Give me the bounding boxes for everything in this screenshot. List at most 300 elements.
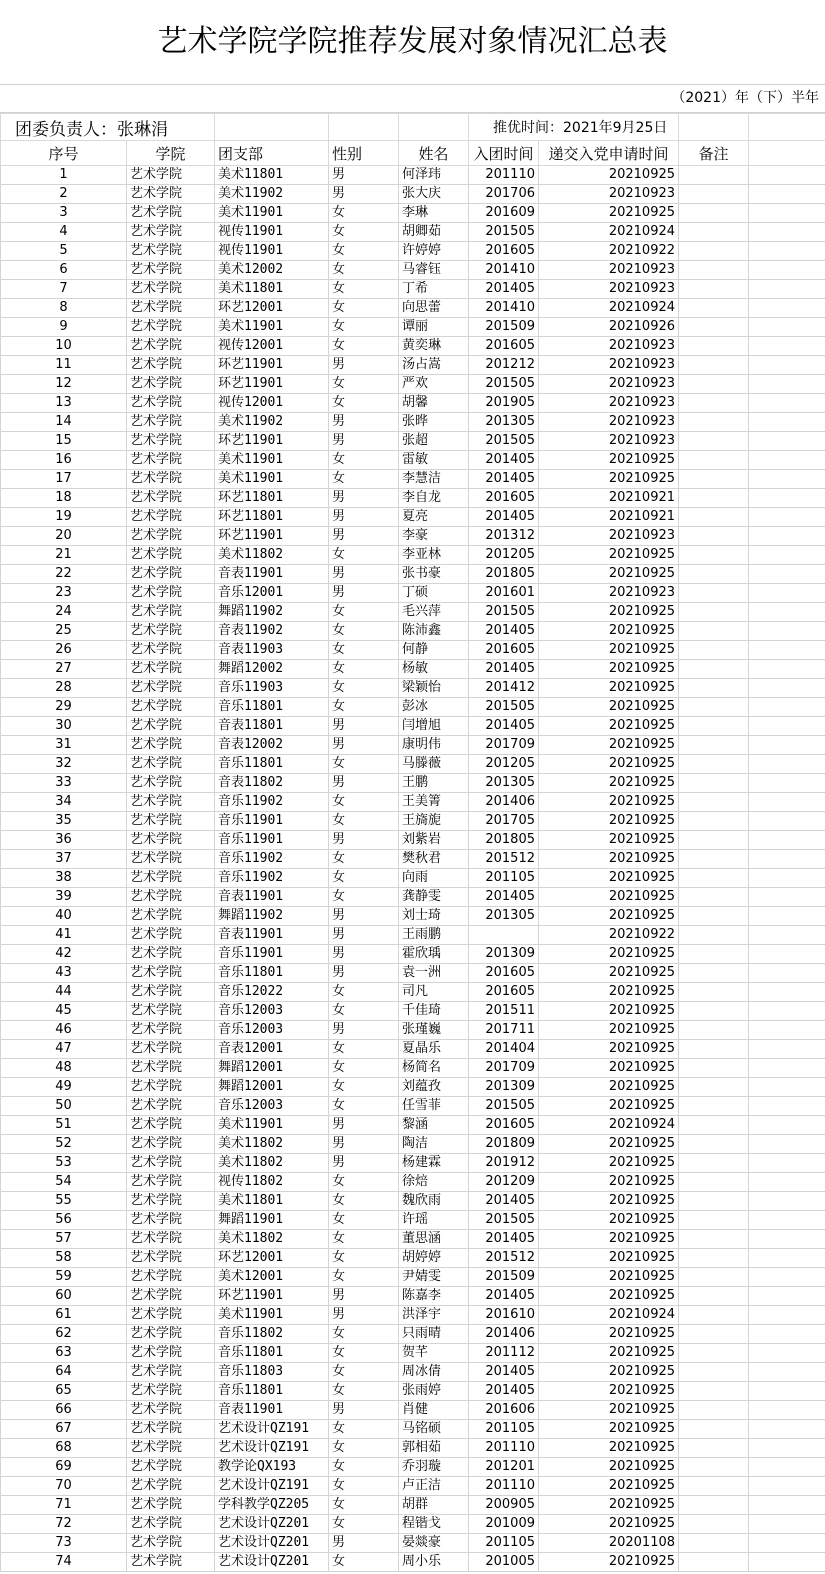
empty-cell[interactable] bbox=[749, 1078, 825, 1097]
cell-gender[interactable]: 女 bbox=[329, 280, 399, 299]
cell-apply-date[interactable]: 20210925 bbox=[539, 717, 679, 736]
cell-college[interactable]: 艺术学院 bbox=[127, 907, 215, 926]
cell-college[interactable]: 艺术学院 bbox=[127, 603, 215, 622]
cell-remark[interactable] bbox=[679, 1059, 749, 1078]
cell-college[interactable]: 艺术学院 bbox=[127, 223, 215, 242]
cell-college[interactable]: 艺术学院 bbox=[127, 983, 215, 1002]
cell-branch[interactable]: 美术11802 bbox=[215, 546, 329, 565]
cell-apply-date[interactable]: 20210925 bbox=[539, 1154, 679, 1173]
cell-join-date[interactable]: 201105 bbox=[469, 869, 539, 888]
cell-join-date[interactable]: 200905 bbox=[469, 1496, 539, 1515]
cell-college[interactable]: 艺术学院 bbox=[127, 622, 215, 641]
cell-name[interactable]: 张书豪 bbox=[399, 565, 469, 584]
empty-cell[interactable] bbox=[749, 299, 825, 318]
cell-branch[interactable]: 舞蹈11902 bbox=[215, 603, 329, 622]
cell-remark[interactable] bbox=[679, 1496, 749, 1515]
cell-gender[interactable]: 女 bbox=[329, 1078, 399, 1097]
cell-remark[interactable] bbox=[679, 1040, 749, 1059]
cell-branch[interactable]: 美术12001 bbox=[215, 1268, 329, 1287]
cell-apply-date[interactable]: 20210925 bbox=[539, 679, 679, 698]
cell-apply-date[interactable]: 20210925 bbox=[539, 565, 679, 584]
cell-apply-date[interactable]: 20210925 bbox=[539, 1458, 679, 1477]
cell-branch[interactable]: 美术11901 bbox=[215, 1116, 329, 1135]
cell-name[interactable]: 梁颖怡 bbox=[399, 679, 469, 698]
cell-gender[interactable]: 女 bbox=[329, 1211, 399, 1230]
cell-join-date[interactable]: 201505 bbox=[469, 223, 539, 242]
empty-cell[interactable] bbox=[749, 869, 825, 888]
cell-join-date[interactable]: 201805 bbox=[469, 565, 539, 584]
cell-college[interactable]: 艺术学院 bbox=[127, 1477, 215, 1496]
cell-college[interactable]: 艺术学院 bbox=[127, 926, 215, 945]
cell-index[interactable]: 59 bbox=[1, 1268, 127, 1287]
header-remark[interactable]: 备注 bbox=[679, 141, 749, 166]
cell-index[interactable]: 13 bbox=[1, 394, 127, 413]
cell-index[interactable]: 2 bbox=[1, 185, 127, 204]
cell-college[interactable]: 艺术学院 bbox=[127, 1268, 215, 1287]
empty-cell[interactable] bbox=[749, 622, 825, 641]
cell-remark[interactable] bbox=[679, 1477, 749, 1496]
cell-join-date[interactable]: 201405 bbox=[469, 470, 539, 489]
cell-apply-date[interactable]: 20210923 bbox=[539, 413, 679, 432]
cell-name[interactable]: 谭丽 bbox=[399, 318, 469, 337]
cell-remark[interactable] bbox=[679, 546, 749, 565]
cell-apply-date[interactable]: 20210925 bbox=[539, 166, 679, 185]
cell-gender[interactable]: 女 bbox=[329, 1458, 399, 1477]
cell-apply-date[interactable]: 20210925 bbox=[539, 470, 679, 489]
cell-gender[interactable]: 男 bbox=[329, 527, 399, 546]
cell-apply-date[interactable]: 20210925 bbox=[539, 774, 679, 793]
cell-join-date[interactable]: 201212 bbox=[469, 356, 539, 375]
cell-branch[interactable]: 美术11802 bbox=[215, 1135, 329, 1154]
cell-college[interactable]: 艺术学院 bbox=[127, 375, 215, 394]
cell-join-date[interactable]: 201309 bbox=[469, 1078, 539, 1097]
cell-college[interactable]: 艺术学院 bbox=[127, 1458, 215, 1477]
cell-apply-date[interactable]: 20210923 bbox=[539, 394, 679, 413]
cell-apply-date[interactable]: 20210925 bbox=[539, 1515, 679, 1534]
cell-gender[interactable]: 男 bbox=[329, 736, 399, 755]
cell-index[interactable]: 48 bbox=[1, 1059, 127, 1078]
cell-join-date[interactable]: 201509 bbox=[469, 318, 539, 337]
header-branch[interactable]: 团支部 bbox=[215, 141, 329, 166]
cell-apply-date[interactable]: 20210925 bbox=[539, 641, 679, 660]
cell-join-date[interactable]: 201410 bbox=[469, 299, 539, 318]
cell-apply-date[interactable]: 20210925 bbox=[539, 755, 679, 774]
cell-name[interactable]: 乔羽璇 bbox=[399, 1458, 469, 1477]
cell-remark[interactable] bbox=[679, 660, 749, 679]
cell-gender[interactable]: 男 bbox=[329, 1135, 399, 1154]
header-name[interactable]: 姓名 bbox=[399, 141, 469, 166]
cell-gender[interactable]: 男 bbox=[329, 432, 399, 451]
cell-remark[interactable] bbox=[679, 1287, 749, 1306]
cell-gender[interactable]: 女 bbox=[329, 1477, 399, 1496]
cell-college[interactable]: 艺术学院 bbox=[127, 850, 215, 869]
empty-cell[interactable] bbox=[749, 774, 825, 793]
cell-remark[interactable] bbox=[679, 299, 749, 318]
cell-remark[interactable] bbox=[679, 907, 749, 926]
cell-join-date[interactable]: 201110 bbox=[469, 1477, 539, 1496]
cell-name[interactable]: 袁一洲 bbox=[399, 964, 469, 983]
cell-branch[interactable]: 环艺11901 bbox=[215, 356, 329, 375]
empty-cell[interactable] bbox=[749, 1553, 825, 1572]
cell-branch[interactable]: 视传11802 bbox=[215, 1173, 329, 1192]
cell-remark[interactable] bbox=[679, 432, 749, 451]
cell-name[interactable]: 尹婧雯 bbox=[399, 1268, 469, 1287]
cell-college[interactable]: 艺术学院 bbox=[127, 812, 215, 831]
cell-apply-date[interactable]: 20210925 bbox=[539, 907, 679, 926]
cell-college[interactable]: 艺术学院 bbox=[127, 679, 215, 698]
empty-cell[interactable] bbox=[749, 1515, 825, 1534]
cell-gender[interactable]: 女 bbox=[329, 660, 399, 679]
cell-branch[interactable]: 音表12002 bbox=[215, 736, 329, 755]
cell-join-date[interactable]: 201405 bbox=[469, 508, 539, 527]
cell-gender[interactable]: 男 bbox=[329, 1534, 399, 1553]
cell-name[interactable]: 周冰倩 bbox=[399, 1363, 469, 1382]
cell-index[interactable]: 9 bbox=[1, 318, 127, 337]
cell-index[interactable]: 70 bbox=[1, 1477, 127, 1496]
cell-remark[interactable] bbox=[679, 641, 749, 660]
cell-branch[interactable]: 舞蹈12001 bbox=[215, 1059, 329, 1078]
cell-gender[interactable]: 女 bbox=[329, 1097, 399, 1116]
cell-remark[interactable] bbox=[679, 774, 749, 793]
cell-branch[interactable]: 艺术设计QZ201 bbox=[215, 1553, 329, 1572]
cell-index[interactable]: 28 bbox=[1, 679, 127, 698]
cell-branch[interactable]: 视传11901 bbox=[215, 242, 329, 261]
cell-name[interactable]: 李琳 bbox=[399, 204, 469, 223]
cell-branch[interactable]: 环艺12001 bbox=[215, 299, 329, 318]
cell-name[interactable]: 胡卿茹 bbox=[399, 223, 469, 242]
cell-gender[interactable]: 女 bbox=[329, 1382, 399, 1401]
cell-index[interactable]: 23 bbox=[1, 584, 127, 603]
cell-gender[interactable]: 女 bbox=[329, 1040, 399, 1059]
empty-cell[interactable] bbox=[749, 261, 825, 280]
cell-name[interactable]: 张雨婷 bbox=[399, 1382, 469, 1401]
cell-apply-date[interactable]: 20210925 bbox=[539, 888, 679, 907]
cell-remark[interactable] bbox=[679, 1268, 749, 1287]
cell-college[interactable]: 艺术学院 bbox=[127, 755, 215, 774]
cell-branch[interactable]: 视传11901 bbox=[215, 223, 329, 242]
cell-branch[interactable]: 舞蹈12001 bbox=[215, 1078, 329, 1097]
empty-cell[interactable] bbox=[749, 1458, 825, 1477]
empty-cell[interactable] bbox=[749, 983, 825, 1002]
cell-remark[interactable] bbox=[679, 242, 749, 261]
cell-apply-date[interactable]: 20210923 bbox=[539, 584, 679, 603]
cell-index[interactable]: 44 bbox=[1, 983, 127, 1002]
cell-name[interactable]: 马睿钰 bbox=[399, 261, 469, 280]
cell-index[interactable]: 31 bbox=[1, 736, 127, 755]
cell-gender[interactable]: 男 bbox=[329, 945, 399, 964]
cell-remark[interactable] bbox=[679, 489, 749, 508]
cell-join-date[interactable]: 201309 bbox=[469, 945, 539, 964]
cell-college[interactable]: 艺术学院 bbox=[127, 413, 215, 432]
cell-remark[interactable] bbox=[679, 565, 749, 584]
empty-cell[interactable] bbox=[749, 1382, 825, 1401]
cell-branch[interactable]: 艺术设计QZ201 bbox=[215, 1515, 329, 1534]
cell-branch[interactable]: 美术11902 bbox=[215, 413, 329, 432]
empty-cell[interactable] bbox=[749, 736, 825, 755]
cell-college[interactable]: 艺术学院 bbox=[127, 337, 215, 356]
cell-college[interactable]: 艺术学院 bbox=[127, 1249, 215, 1268]
cell-branch[interactable]: 美术11801 bbox=[215, 280, 329, 299]
cell-gender[interactable]: 男 bbox=[329, 508, 399, 527]
cell-name[interactable]: 卢正洁 bbox=[399, 1477, 469, 1496]
cell-branch[interactable]: 美术11901 bbox=[215, 318, 329, 337]
empty-cell[interactable] bbox=[749, 337, 825, 356]
cell-index[interactable]: 20 bbox=[1, 527, 127, 546]
cell-apply-date[interactable]: 20210923 bbox=[539, 185, 679, 204]
empty-cell[interactable] bbox=[749, 508, 825, 527]
cell-branch[interactable]: 美术11901 bbox=[215, 470, 329, 489]
cell-remark[interactable] bbox=[679, 584, 749, 603]
cell-index[interactable]: 52 bbox=[1, 1135, 127, 1154]
cell-college[interactable]: 艺术学院 bbox=[127, 1439, 215, 1458]
cell-gender[interactable]: 女 bbox=[329, 1192, 399, 1211]
cell-branch[interactable]: 音乐11901 bbox=[215, 945, 329, 964]
cell-name[interactable]: 程锴戈 bbox=[399, 1515, 469, 1534]
empty-cell[interactable] bbox=[749, 394, 825, 413]
cell-college[interactable]: 艺术学院 bbox=[127, 1059, 215, 1078]
cell-name[interactable]: 杨简名 bbox=[399, 1059, 469, 1078]
cell-college[interactable]: 艺术学院 bbox=[127, 1154, 215, 1173]
cell-apply-date[interactable]: 20210925 bbox=[539, 546, 679, 565]
cell-remark[interactable] bbox=[679, 964, 749, 983]
cell-remark[interactable] bbox=[679, 926, 749, 945]
cell-join-date[interactable]: 201405 bbox=[469, 660, 539, 679]
cell-gender[interactable]: 男 bbox=[329, 1401, 399, 1420]
cell-name[interactable]: 许瑶 bbox=[399, 1211, 469, 1230]
cell-branch[interactable]: 舞蹈12002 bbox=[215, 660, 329, 679]
cell-gender[interactable]: 男 bbox=[329, 565, 399, 584]
cell-name[interactable]: 郭相茹 bbox=[399, 1439, 469, 1458]
cell-branch[interactable]: 美术11801 bbox=[215, 1192, 329, 1211]
cell-remark[interactable] bbox=[679, 413, 749, 432]
cell-name[interactable]: 何静 bbox=[399, 641, 469, 660]
push-time[interactable]: 推优时间：2021年9月25日 bbox=[469, 114, 679, 141]
cell-gender[interactable]: 女 bbox=[329, 1439, 399, 1458]
cell-index[interactable]: 17 bbox=[1, 470, 127, 489]
cell-index[interactable]: 67 bbox=[1, 1420, 127, 1439]
cell-name[interactable]: 汤占嵩 bbox=[399, 356, 469, 375]
empty-cell[interactable] bbox=[215, 114, 329, 141]
cell-name[interactable]: 龚静雯 bbox=[399, 888, 469, 907]
cell-index[interactable]: 3 bbox=[1, 204, 127, 223]
cell-join-date[interactable]: 201405 bbox=[469, 1287, 539, 1306]
cell-branch[interactable]: 美术11901 bbox=[215, 1306, 329, 1325]
cell-college[interactable]: 艺术学院 bbox=[127, 793, 215, 812]
empty-cell[interactable] bbox=[749, 584, 825, 603]
cell-gender[interactable]: 女 bbox=[329, 1059, 399, 1078]
cell-index[interactable]: 45 bbox=[1, 1002, 127, 1021]
cell-gender[interactable]: 男 bbox=[329, 1116, 399, 1135]
cell-apply-date[interactable]: 20210925 bbox=[539, 1173, 679, 1192]
cell-remark[interactable] bbox=[679, 1534, 749, 1553]
cell-branch[interactable]: 音乐12003 bbox=[215, 1097, 329, 1116]
cell-apply-date[interactable]: 20210925 bbox=[539, 660, 679, 679]
cell-college[interactable]: 艺术学院 bbox=[127, 527, 215, 546]
cell-join-date[interactable]: 201312 bbox=[469, 527, 539, 546]
cell-college[interactable]: 艺术学院 bbox=[127, 831, 215, 850]
cell-name[interactable]: 胡群 bbox=[399, 1496, 469, 1515]
cell-join-date[interactable]: 201606 bbox=[469, 1401, 539, 1420]
cell-index[interactable]: 34 bbox=[1, 793, 127, 812]
cell-branch[interactable]: 环艺11901 bbox=[215, 375, 329, 394]
cell-name[interactable]: 张晔 bbox=[399, 413, 469, 432]
cell-remark[interactable] bbox=[679, 812, 749, 831]
cell-index[interactable]: 58 bbox=[1, 1249, 127, 1268]
cell-branch[interactable]: 美术11902 bbox=[215, 185, 329, 204]
empty-cell[interactable] bbox=[749, 114, 825, 141]
cell-index[interactable]: 22 bbox=[1, 565, 127, 584]
cell-remark[interactable] bbox=[679, 888, 749, 907]
cell-index[interactable]: 43 bbox=[1, 964, 127, 983]
cell-remark[interactable] bbox=[679, 1458, 749, 1477]
cell-join-date[interactable]: 201405 bbox=[469, 451, 539, 470]
cell-gender[interactable]: 男 bbox=[329, 831, 399, 850]
cell-name[interactable]: 康明伟 bbox=[399, 736, 469, 755]
cell-apply-date[interactable]: 20210925 bbox=[539, 1249, 679, 1268]
cell-join-date[interactable]: 201205 bbox=[469, 546, 539, 565]
cell-college[interactable]: 艺术学院 bbox=[127, 869, 215, 888]
cell-index[interactable]: 8 bbox=[1, 299, 127, 318]
cell-branch[interactable]: 美术11802 bbox=[215, 1230, 329, 1249]
cell-apply-date[interactable]: 20210921 bbox=[539, 508, 679, 527]
cell-gender[interactable]: 女 bbox=[329, 1515, 399, 1534]
cell-college[interactable]: 艺术学院 bbox=[127, 242, 215, 261]
empty-cell[interactable] bbox=[749, 1097, 825, 1116]
cell-branch[interactable]: 环艺11901 bbox=[215, 1287, 329, 1306]
cell-name[interactable]: 张大庆 bbox=[399, 185, 469, 204]
cell-name[interactable]: 霍欣瑀 bbox=[399, 945, 469, 964]
cell-branch[interactable]: 音乐12003 bbox=[215, 1021, 329, 1040]
cell-apply-date[interactable]: 20210925 bbox=[539, 1211, 679, 1230]
cell-join-date[interactable]: 201505 bbox=[469, 1211, 539, 1230]
cell-name[interactable]: 只雨晴 bbox=[399, 1325, 469, 1344]
cell-apply-date[interactable]: 20210922 bbox=[539, 242, 679, 261]
cell-remark[interactable] bbox=[679, 736, 749, 755]
cell-remark[interactable] bbox=[679, 261, 749, 280]
cell-college[interactable]: 艺术学院 bbox=[127, 698, 215, 717]
cell-join-date[interactable]: 201505 bbox=[469, 698, 539, 717]
cell-index[interactable]: 57 bbox=[1, 1230, 127, 1249]
cell-join-date[interactable]: 201205 bbox=[469, 755, 539, 774]
cell-remark[interactable] bbox=[679, 1249, 749, 1268]
empty-cell[interactable] bbox=[749, 565, 825, 584]
cell-name[interactable]: 黄奕琳 bbox=[399, 337, 469, 356]
cell-gender[interactable]: 女 bbox=[329, 698, 399, 717]
cell-name[interactable]: 肖健 bbox=[399, 1401, 469, 1420]
cell-branch[interactable]: 视传12001 bbox=[215, 337, 329, 356]
cell-join-date[interactable]: 201305 bbox=[469, 413, 539, 432]
cell-index[interactable]: 56 bbox=[1, 1211, 127, 1230]
cell-index[interactable]: 74 bbox=[1, 1553, 127, 1572]
cell-index[interactable]: 26 bbox=[1, 641, 127, 660]
cell-gender[interactable]: 女 bbox=[329, 546, 399, 565]
cell-index[interactable]: 64 bbox=[1, 1363, 127, 1382]
cell-join-date[interactable]: 201405 bbox=[469, 1230, 539, 1249]
empty-cell[interactable] bbox=[749, 242, 825, 261]
cell-college[interactable]: 艺术学院 bbox=[127, 660, 215, 679]
cell-remark[interactable] bbox=[679, 1401, 749, 1420]
cell-index[interactable]: 21 bbox=[1, 546, 127, 565]
cell-remark[interactable] bbox=[679, 280, 749, 299]
empty-cell[interactable] bbox=[749, 888, 825, 907]
cell-gender[interactable]: 男 bbox=[329, 413, 399, 432]
empty-cell[interactable] bbox=[329, 114, 399, 141]
cell-apply-date[interactable]: 20210923 bbox=[539, 261, 679, 280]
cell-name[interactable]: 何泽玮 bbox=[399, 166, 469, 185]
cell-gender[interactable]: 女 bbox=[329, 1344, 399, 1363]
cell-name[interactable]: 李豪 bbox=[399, 527, 469, 546]
cell-college[interactable]: 艺术学院 bbox=[127, 964, 215, 983]
cell-index[interactable]: 51 bbox=[1, 1116, 127, 1135]
cell-gender[interactable]: 男 bbox=[329, 926, 399, 945]
cell-name[interactable]: 陶洁 bbox=[399, 1135, 469, 1154]
cell-join-date[interactable]: 201605 bbox=[469, 983, 539, 1002]
empty-cell[interactable] bbox=[749, 1249, 825, 1268]
cell-apply-date[interactable]: 20210925 bbox=[539, 1287, 679, 1306]
empty-cell[interactable] bbox=[749, 1192, 825, 1211]
cell-branch[interactable]: 艺术设计QZ191 bbox=[215, 1420, 329, 1439]
cell-branch[interactable]: 音表12001 bbox=[215, 1040, 329, 1059]
cell-remark[interactable] bbox=[679, 983, 749, 1002]
cell-branch[interactable]: 舞蹈11901 bbox=[215, 1211, 329, 1230]
cell-college[interactable]: 艺术学院 bbox=[127, 356, 215, 375]
empty-cell[interactable] bbox=[749, 1002, 825, 1021]
cell-gender[interactable]: 女 bbox=[329, 755, 399, 774]
cell-college[interactable]: 艺术学院 bbox=[127, 1040, 215, 1059]
empty-cell[interactable] bbox=[749, 641, 825, 660]
cell-index[interactable]: 60 bbox=[1, 1287, 127, 1306]
cell-name[interactable]: 黎涵 bbox=[399, 1116, 469, 1135]
cell-apply-date[interactable]: 20210925 bbox=[539, 1040, 679, 1059]
cell-name[interactable]: 丁希 bbox=[399, 280, 469, 299]
cell-gender[interactable]: 女 bbox=[329, 641, 399, 660]
cell-index[interactable]: 68 bbox=[1, 1439, 127, 1458]
empty-cell[interactable] bbox=[749, 1496, 825, 1515]
cell-join-date[interactable]: 201605 bbox=[469, 1116, 539, 1135]
empty-cell[interactable] bbox=[749, 1344, 825, 1363]
cell-apply-date[interactable]: 20210925 bbox=[539, 1553, 679, 1572]
empty-cell[interactable] bbox=[749, 1059, 825, 1078]
cell-index[interactable]: 69 bbox=[1, 1458, 127, 1477]
cell-join-date[interactable]: 201605 bbox=[469, 242, 539, 261]
cell-join-date[interactable]: 201605 bbox=[469, 964, 539, 983]
cell-gender[interactable]: 女 bbox=[329, 1268, 399, 1287]
cell-index[interactable]: 55 bbox=[1, 1192, 127, 1211]
cell-college[interactable]: 艺术学院 bbox=[127, 774, 215, 793]
cell-index[interactable]: 4 bbox=[1, 223, 127, 242]
cell-join-date[interactable]: 201905 bbox=[469, 394, 539, 413]
cell-name[interactable]: 夏亮 bbox=[399, 508, 469, 527]
cell-index[interactable]: 6 bbox=[1, 261, 127, 280]
cell-remark[interactable] bbox=[679, 1135, 749, 1154]
empty-cell[interactable] bbox=[749, 1173, 825, 1192]
cell-name[interactable]: 彭冰 bbox=[399, 698, 469, 717]
cell-apply-date[interactable]: 20210925 bbox=[539, 1325, 679, 1344]
cell-college[interactable]: 艺术学院 bbox=[127, 204, 215, 223]
cell-college[interactable]: 艺术学院 bbox=[127, 1382, 215, 1401]
cell-name[interactable]: 董思涵 bbox=[399, 1230, 469, 1249]
cell-join-date[interactable] bbox=[469, 926, 539, 945]
cell-name[interactable]: 李慧洁 bbox=[399, 470, 469, 489]
cell-name[interactable]: 严欢 bbox=[399, 375, 469, 394]
cell-college[interactable]: 艺术学院 bbox=[127, 299, 215, 318]
cell-branch[interactable]: 环艺11901 bbox=[215, 527, 329, 546]
cell-college[interactable]: 艺术学院 bbox=[127, 1401, 215, 1420]
cell-college[interactable]: 艺术学院 bbox=[127, 318, 215, 337]
empty-cell[interactable] bbox=[749, 1477, 825, 1496]
cell-join-date[interactable]: 201505 bbox=[469, 432, 539, 451]
cell-college[interactable]: 艺术学院 bbox=[127, 394, 215, 413]
